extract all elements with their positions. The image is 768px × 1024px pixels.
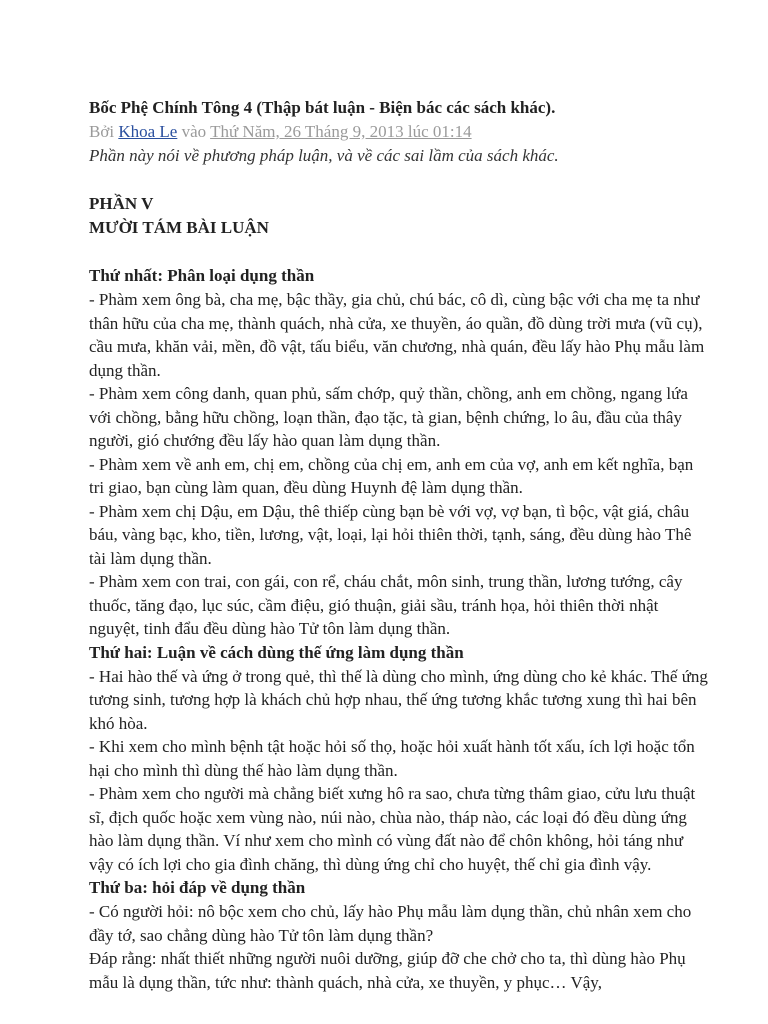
section-paragraph: - Phàm xem về anh em, chị em, chồng của chị em, anh em của vợ, anh em kết nghĩa, bạn tri giao, bạn cùng làm quan, đều dùng Huynh đệ làm dụng thần. — [89, 454, 694, 497]
byline-middle: vào — [177, 122, 211, 141]
post-date-link[interactable]: Thứ Năm, 26 Tháng 9, 2013 lúc 01:14 — [210, 122, 472, 141]
section-1 — [89, 264, 709, 641]
section-paragraph: - Phàm xem cho người mà chẳng biết xưng hô ra sao, chưa từng thâm giao, cửu lưu thuật sĩ, địch quốc hoặc xem vùng nào, núi nào, chùa nào, tháp nào, các loại đó đều dùng ứng hào làm dụng thần. Ví như xem cho mình có vùng đất nào để chôn không, hỏi táng như vậy có ích lợi cho gia đình chăng, thì dùng ứng chỉ cho huyệt, thế chỉ gia đình vậy. — [89, 784, 696, 874]
spacer — [89, 240, 709, 264]
section-heading: Thứ hai: Luận về cách dùng thế ứng làm dụng thần — [89, 642, 464, 662]
document-content — [89, 96, 709, 994]
section-paragraph: - Phàm xem chị Dậu, em Dậu, thê thiếp cùng bạn bè với vợ, vợ bạn, tì bộc, vật giá, châu báu, vàng bạc, kho, tiền, lương, vật, loại, lại hỏi thiên thời, tạnh, sáng, đều dùng hào Thê tài làm dụng thần. — [89, 501, 692, 568]
author-link[interactable]: Khoa Le — [118, 122, 178, 141]
post-title: Bốc Phệ Chính Tông 4 (Thập bát luận - Biện bác các sách khác). — [89, 98, 556, 117]
section-2 — [89, 641, 709, 877]
section-heading: Thứ ba: hỏi đáp về dụng thần — [89, 878, 306, 897]
spacer — [89, 168, 709, 192]
post-summary: Phần này nói về phương pháp luận, và về các sai lầm của sách khác. — [89, 146, 559, 165]
section-paragraph: Đáp rằng: nhất thiết những người nuôi dưỡng, giúp đỡ che chở cho ta, thì dùng hào Phụ mẫu là dụng thần, tức như: thành quách, nhà cửa, xe thuyền, y phục… Vậy, — [89, 949, 686, 992]
post-byline — [89, 120, 709, 144]
section-paragraph: - Khi xem cho mình bệnh tật hoặc hỏi số thọ, hoặc hỏi xuất hành tốt xấu, ích lợi hoặc tổn hại cho mình thì dùng thế hào làm dụng thần. — [89, 737, 695, 780]
part-subtitle: MƯỜI TÁM BÀI LUẬN — [89, 218, 269, 237]
section-heading: Thứ nhất: Phân loại dụng thần — [89, 266, 315, 285]
section-paragraph: - Hai hào thế và ứng ở trong quẻ, thì thế là dùng cho mình, ứng dùng cho kẻ khác. Thế ứng tương sinh, tương hợp là khách chủ hợp nhau, thế ứng tương khắc tương xung thì hai bên khó hòa. — [89, 666, 708, 733]
section-3 — [89, 876, 709, 994]
section-paragraph: - Phàm xem con trai, con gái, con rể, cháu chắt, môn sinh, trung thần, lương tướng, cây thuốc, tăng đạo, lục súc, cầm điệu, gió thuận, giải sầu, tránh họa, hỏi thiên thời nhật nguyệt, tinh đẩu đều dùng hào Tử tôn làm dụng thần. — [89, 572, 683, 638]
section-paragraph: - Có người hỏi: nô bộc xem cho chủ, lấy hào Phụ mẫu làm dụng thần, chủ nhân xem cho đầy tớ, sao chẳng dùng hào Tử tôn làm dụng thần? — [89, 902, 692, 945]
byline-prefix: Bởi — [89, 122, 119, 141]
section-paragraph: - Phàm xem ông bà, cha mẹ, bậc thầy, gia chủ, chú bác, cô dì, cùng bậc với cha mẹ ta như thân hữu của cha mẹ, thành quách, nhà cửa, xe thuyền, áo quần, đồ dùng trời mưa (vũ cụ), cầu mưa, khăn vải, mền, đồ vật, tấu biểu, văn chương, nhà quán, đều lấy hào Phụ mẫu làm dụng thần. — [89, 290, 705, 380]
section-paragraph: - Phàm xem công danh, quan phủ, sấm chớp, quỷ thần, chồng, anh em chồng, ngang lứa với chồng, bằng hữu chồng, loạn thần, đạo tặc, tà gian, bệnh chứng, lo âu, đầu của thây người, gió chướng đều lấy hào quan làm dụng thần. — [89, 384, 688, 450]
part-label: PHẦN V — [89, 194, 154, 213]
